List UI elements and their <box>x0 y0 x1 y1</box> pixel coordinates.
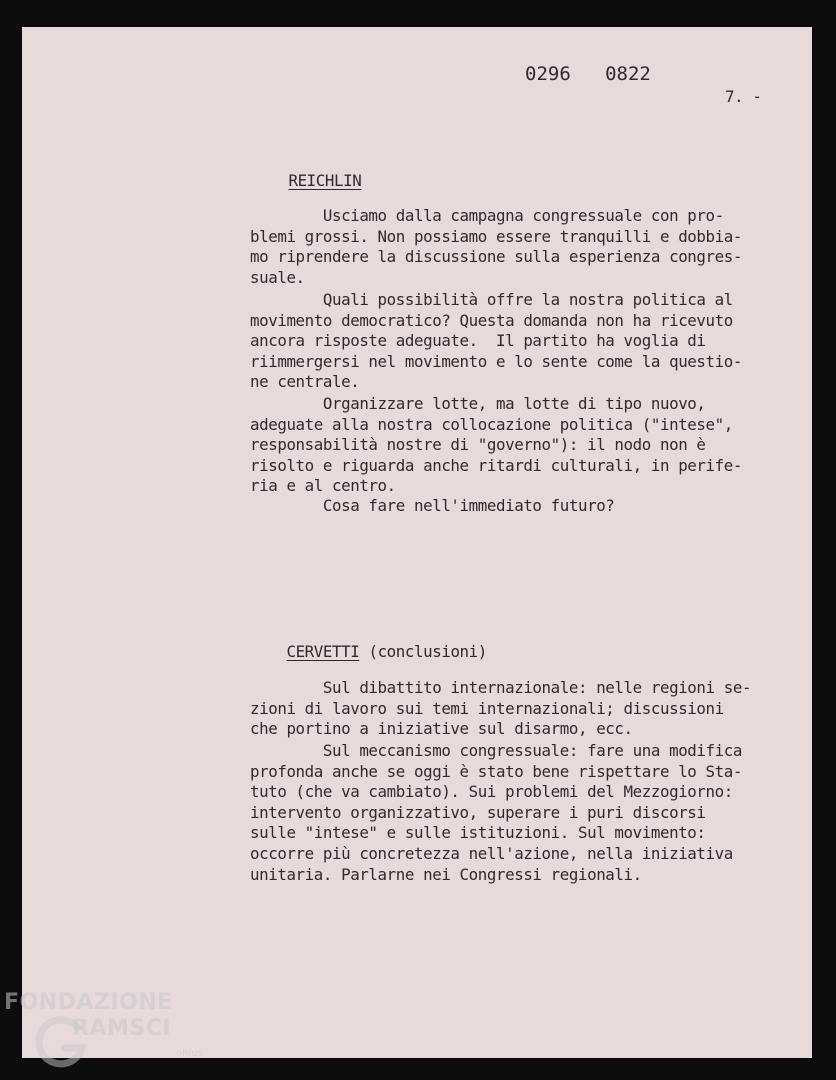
text-line: che portino a iniziative sul disarmo, ecc. <box>250 719 633 739</box>
speaker-name: CERVETTI <box>286 642 360 661</box>
speaker-name: REICHLIN <box>288 171 362 190</box>
text-line: risolto e riguarda anche ritardi culturali, in perife- <box>250 455 742 475</box>
text-line: adeguate alla nostra collocazione politica ("intese", <box>250 414 733 434</box>
paragraph <box>250 394 790 497</box>
document-page <box>22 27 812 1058</box>
text-line: responsabilità nostre di "governo"): il nodo non è <box>250 435 706 455</box>
speaker-note: (conclusioni) <box>359 642 487 661</box>
paragraph <box>250 741 790 885</box>
text-line: ria e al centro. <box>250 476 396 496</box>
speaker-heading <box>252 152 361 209</box>
text-line: riimmergersi nel movimento e lo sente come la questio- <box>250 351 742 371</box>
text-line: zioni di lavoro sui temi internazionali; discussioni <box>250 698 724 718</box>
text-line: suale. <box>250 267 305 287</box>
text-line: unitaria. Parlarne nei Congressi regionali. <box>250 864 642 884</box>
text-line: intervento organizzativo, superare i puri discorsi <box>250 802 706 822</box>
paragraph <box>250 496 790 517</box>
text-line: sulle "intese" e sulle istituzioni. Sul movimento: <box>250 823 706 843</box>
text-line: Organizzare lotte, ma lotte di tipo nuovo, <box>250 394 706 413</box>
fondazione-logo <box>4 988 204 1080</box>
text-line: mo riprendere la discussione sulla esperienza congres- <box>250 247 742 267</box>
logo-line-1: FONDAZIONE <box>4 990 173 1015</box>
text-line: tuto (che va cambiato). Sui problemi del Mezzogiorno: <box>250 782 733 802</box>
text-line: blemi grossi. Non possiamo essere tranquilli e dobbia- <box>250 226 742 246</box>
speaker-heading <box>250 623 487 680</box>
text-line: Sul dibattito internazionale: nelle regioni se- <box>250 678 752 697</box>
paragraph <box>250 678 790 740</box>
text-line: Sul meccanismo congressuale: fare una modifica <box>250 741 742 760</box>
text-line: profonda anche se oggi è stato bene rispettare lo Sta- <box>250 761 742 781</box>
logo-subtitle: onlus <box>176 1048 203 1059</box>
text-line: Quali possibilità offre la nostra politica al <box>250 290 733 309</box>
document-number: 0296 0822 <box>525 63 651 85</box>
page-number: 7. - <box>725 87 762 106</box>
text-line: movimento democratico? Questa domanda non ha ricevuto <box>250 310 733 330</box>
text-line: Cosa fare nell'immediato futuro? <box>250 496 615 515</box>
text-line: ne centrale. <box>250 372 360 392</box>
text-line: Usciamo dalla campagna congressuale con pro- <box>250 206 724 225</box>
paragraph <box>250 206 790 288</box>
text-line: occorre più concretezza nell'azione, nella iniziativa <box>250 843 733 863</box>
logo-line-2: RAMSCI <box>72 1016 172 1041</box>
paragraph <box>250 290 790 393</box>
text-line: ancora risposte adeguate. Il partito ha voglia di <box>250 331 706 351</box>
